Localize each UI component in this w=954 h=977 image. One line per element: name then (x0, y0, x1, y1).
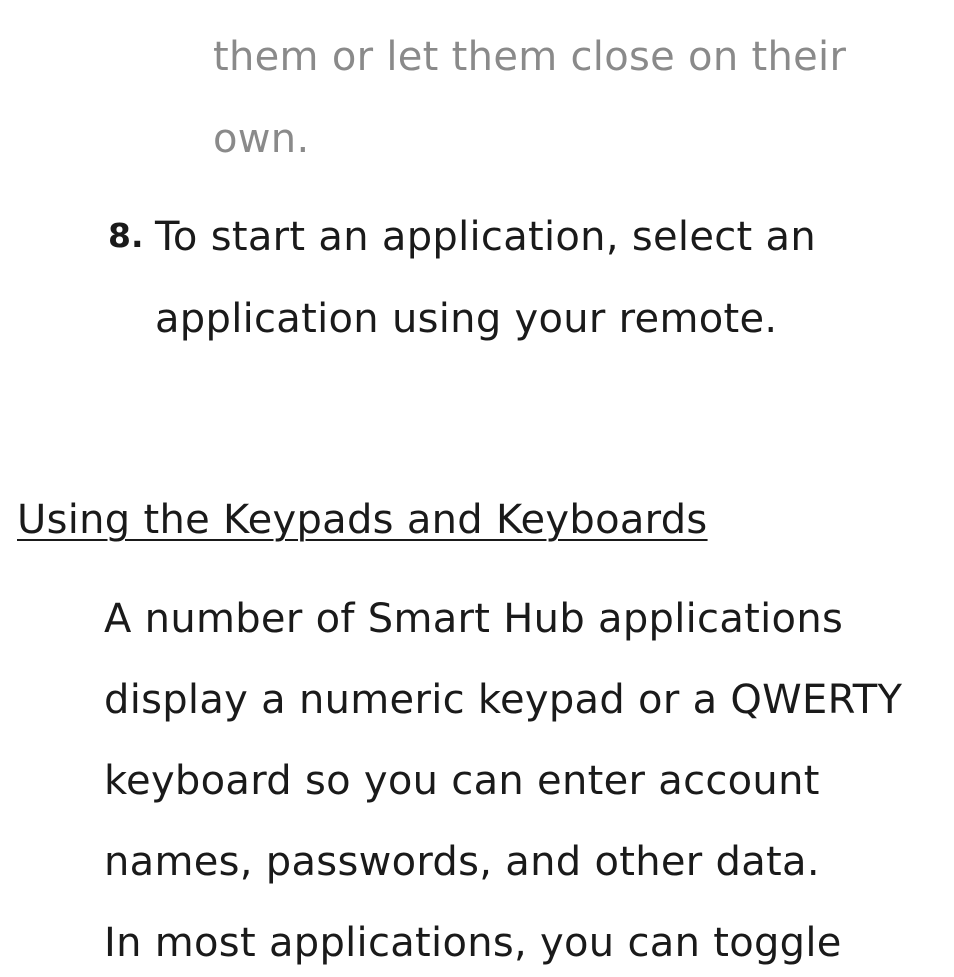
step-line-1: To start an application, select an (155, 214, 816, 260)
paragraph-line: names, passwords, and other data. (104, 839, 820, 885)
previous-step-line-2: own. (213, 116, 310, 162)
step-number: 8. (108, 216, 144, 255)
section-heading-link[interactable]: Using the Keypads and Keyboards (17, 497, 708, 543)
paragraph-line: A number of Smart Hub applications (104, 596, 844, 642)
step-line-2: application using your remote. (155, 296, 778, 342)
paragraph-line: display a numeric keypad or a QWERTY (104, 677, 903, 723)
paragraph-line: In most applications, you can toggle (104, 920, 842, 966)
previous-step-line-1: them or let them close on their (213, 34, 847, 80)
paragraph-line: keyboard so you can enter account (104, 758, 820, 804)
